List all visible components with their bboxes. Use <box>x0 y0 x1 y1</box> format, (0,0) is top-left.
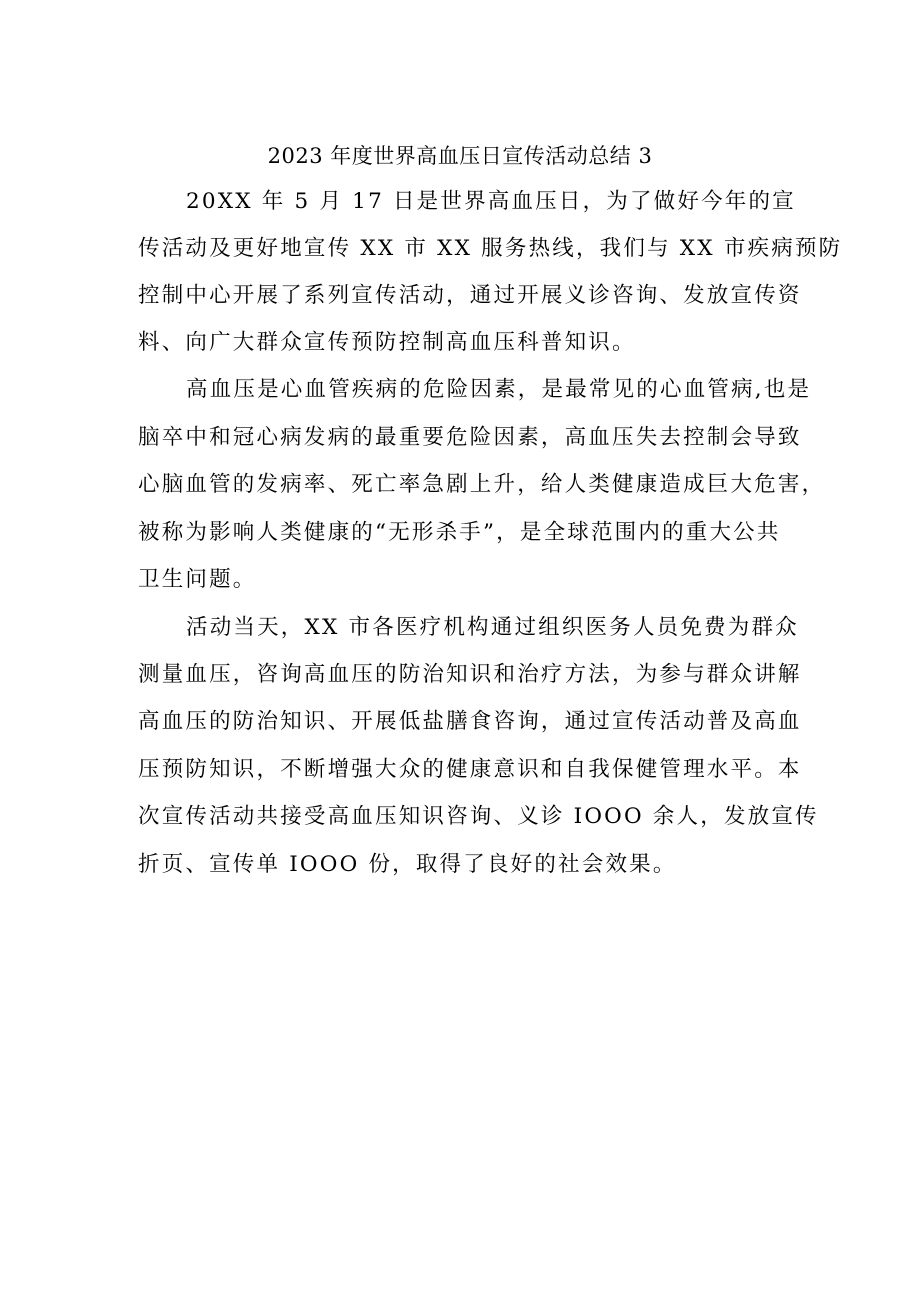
paragraph-3-line-6: 折页、宣传单 IOOO 份，取得了良好的社会效果。 <box>138 852 677 877</box>
paragraph-1-line-4: 料、向广大群众宣传预防控制高血压科普知识。 <box>138 330 636 355</box>
paragraph-2-line-1: 高血压是心血管疾病的危险因素，是最常见的心血管病,也是 <box>186 377 812 402</box>
paragraph-3-line-4: 压预防知识，不断增强大众的健康意识和自我保健管理水平。本 <box>138 757 802 782</box>
paragraph-2-line-5: 卫生问题。 <box>138 567 257 592</box>
paragraph-1-line-1: 20XX 年 5 月 17 日是世界高血压日，为了做好今年的宣 <box>186 189 796 214</box>
paragraph-1-line-2: 传活动及更好地宣传 XX 市 XX 服务热线，我们与 XX 市疾病预防 <box>138 236 843 261</box>
paragraph-3-line-1: 活动当天，XX 市各医疗机构通过组织医务人员免费为群众 <box>186 615 799 640</box>
paragraph-2-line-2: 脑卒中和冠心病发病的最重要危险因素，高血压失去控制会导致 <box>138 425 802 450</box>
paragraph-2-line-3: 心脑血管的发病率、死亡率急剧上升，给人类健康造成巨大危害， <box>138 472 826 497</box>
paragraph-2-line-4: 被称为影响人类健康的“无形杀手”，是全球范围内的重大公共 <box>138 520 781 545</box>
paragraph-3-line-2: 测量血压，咨询高血压的防治知识和治疗方法，为参与群众讲解 <box>138 662 802 687</box>
paragraph-1-line-3: 控制中心开展了系列宣传活动，通过开展义诊咨询、发放宣传资 <box>138 283 802 308</box>
paragraph-3-line-5: 次宣传活动共接受高血压知识咨询、义诊 IOOO 余人，发放宣传 <box>138 804 819 829</box>
document-title: 2023 年度世界高血压日宣传活动总结 3 <box>267 144 653 168</box>
paragraph-3-line-3: 高血压的防治知识、开展低盐膳食咨询，通过宣传活动普及高血 <box>138 709 802 734</box>
